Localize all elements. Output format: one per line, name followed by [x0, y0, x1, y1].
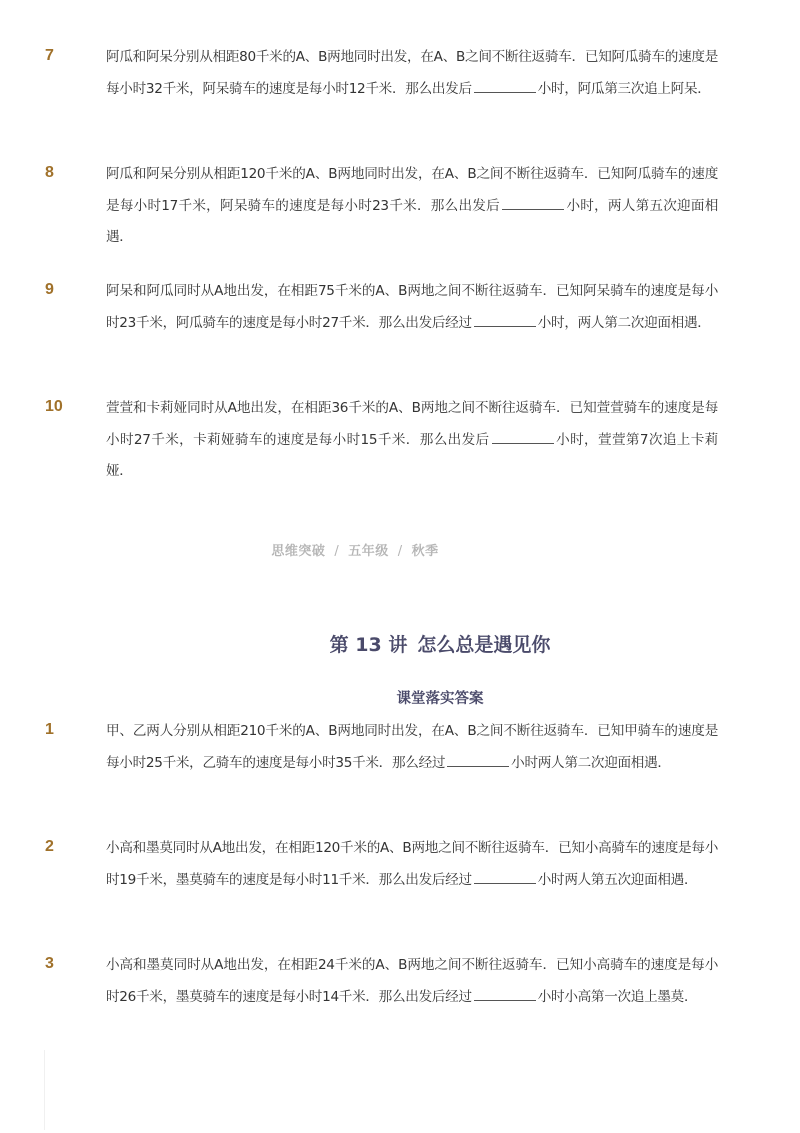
section-title: 课堂落实答案 — [396, 691, 484, 707]
problem-number: 3 — [45, 955, 54, 972]
problem-text-after: 小时，阿瓜第三次追上阿呆． — [537, 80, 711, 97]
problem-text-after: 小时，两人第五次迎面相遇． — [106, 197, 719, 245]
problem-number: 2 — [45, 838, 54, 855]
problem-text — [106, 716, 718, 779]
problem-number: 10 — [45, 398, 63, 415]
problem-text-before: 阿瓜和阿呆分别从相距120千米的A、B两地同时出发，在A、B之间不断往返骑车．已知阿瓜骑车的速度是每小时17千米，阿呆骑车的速度是每小时23千米．那么出发后 — [106, 166, 718, 214]
problem-text — [106, 950, 718, 1013]
problem-text-after: 小时两人第二次迎面相遇． — [511, 754, 671, 771]
problem-text — [106, 833, 718, 896]
problem-text-before: 小高和墨莫同时从A地出发，在相距24千米的A、B两地之间不断往返骑车．已知小高骑车的速度是每小时26千米，墨莫骑车的速度是每小时14千米．那么出发后经过 — [106, 957, 718, 1005]
problem-text-before: 小高和墨莫同时从A地出发，在相距120千米的A、B两地之间不断往返骑车．已知小高骑车的速度是每小时19千米，墨莫骑车的速度是每小时11千米．那么出发后经过 — [106, 840, 718, 888]
problem-number: 9 — [45, 281, 54, 298]
problem-text — [106, 42, 718, 105]
answer-blank[interactable] — [474, 314, 536, 327]
lecture-title — [0, 630, 800, 657]
page-edge-divider — [44, 1050, 45, 1130]
answer-blank[interactable] — [447, 754, 509, 767]
problem-text — [106, 276, 718, 339]
problem-text-after: 小时，两人第二次迎面相遇． — [537, 314, 711, 331]
problem-text-before: 萱萱和卡莉娅同时从A地出发，在相距36千米的A、B两地之间不断往返骑车．已知萱萱骑车的速度是每小时27千米，卡莉娅骑车的速度是每小时15千米．那么出发后 — [106, 400, 718, 448]
problem-text-after: 小时，萱萱第7次追上卡莉娅． — [106, 431, 718, 479]
problem-text-before: 甲、乙两人分别从相距210千米的A、B两地同时出发，在A、B之间不断往返骑车．已知甲骑车的速度是每小时25千米，乙骑车的速度是每小时35千米．那么经过 — [106, 723, 718, 771]
problem-number: 8 — [45, 164, 54, 181]
problem-text-after: 小时两人第五次迎面相遇． — [537, 871, 698, 888]
problem-text — [106, 393, 718, 488]
problem-number: 7 — [45, 47, 54, 64]
problem-number: 1 — [45, 721, 54, 738]
footer-grade: 五年级 — [348, 544, 389, 559]
answer-blank[interactable] — [502, 197, 564, 210]
answer-blank[interactable] — [474, 80, 536, 93]
answer-blank[interactable] — [474, 871, 536, 884]
answer-blank[interactable] — [492, 431, 554, 444]
problem-text-after: 小时小高第一次追上墨莫． — [537, 988, 698, 1005]
footer-separator: / — [397, 544, 403, 559]
page-footer-caption — [0, 540, 710, 559]
lecture-name: 怎么总是遇见你 — [417, 634, 551, 656]
lecture-number: 第 13 讲 — [329, 634, 408, 656]
problem-text-before: 阿瓜和阿呆分别从相距80千米的A、B两地同时出发，在A、B之间不断往返骑车．已知阿瓜骑车的速度是每小时32千米，阿呆骑车的速度是每小时12千米．那么出发后 — [106, 49, 718, 97]
problem-text — [106, 159, 718, 254]
footer-series: 思维突破 — [271, 544, 326, 559]
footer-season: 秋季 — [411, 544, 439, 559]
answer-blank[interactable] — [474, 988, 536, 1001]
problem-text-before: 阿呆和阿瓜同时从A地出发，在相距75千米的A、B两地之间不断往返骑车．已知阿呆骑车的速度是每小时23千米，阿瓜骑车的速度是每小时27千米．那么出发后经过 — [106, 283, 718, 331]
footer-separator: / — [334, 544, 340, 559]
